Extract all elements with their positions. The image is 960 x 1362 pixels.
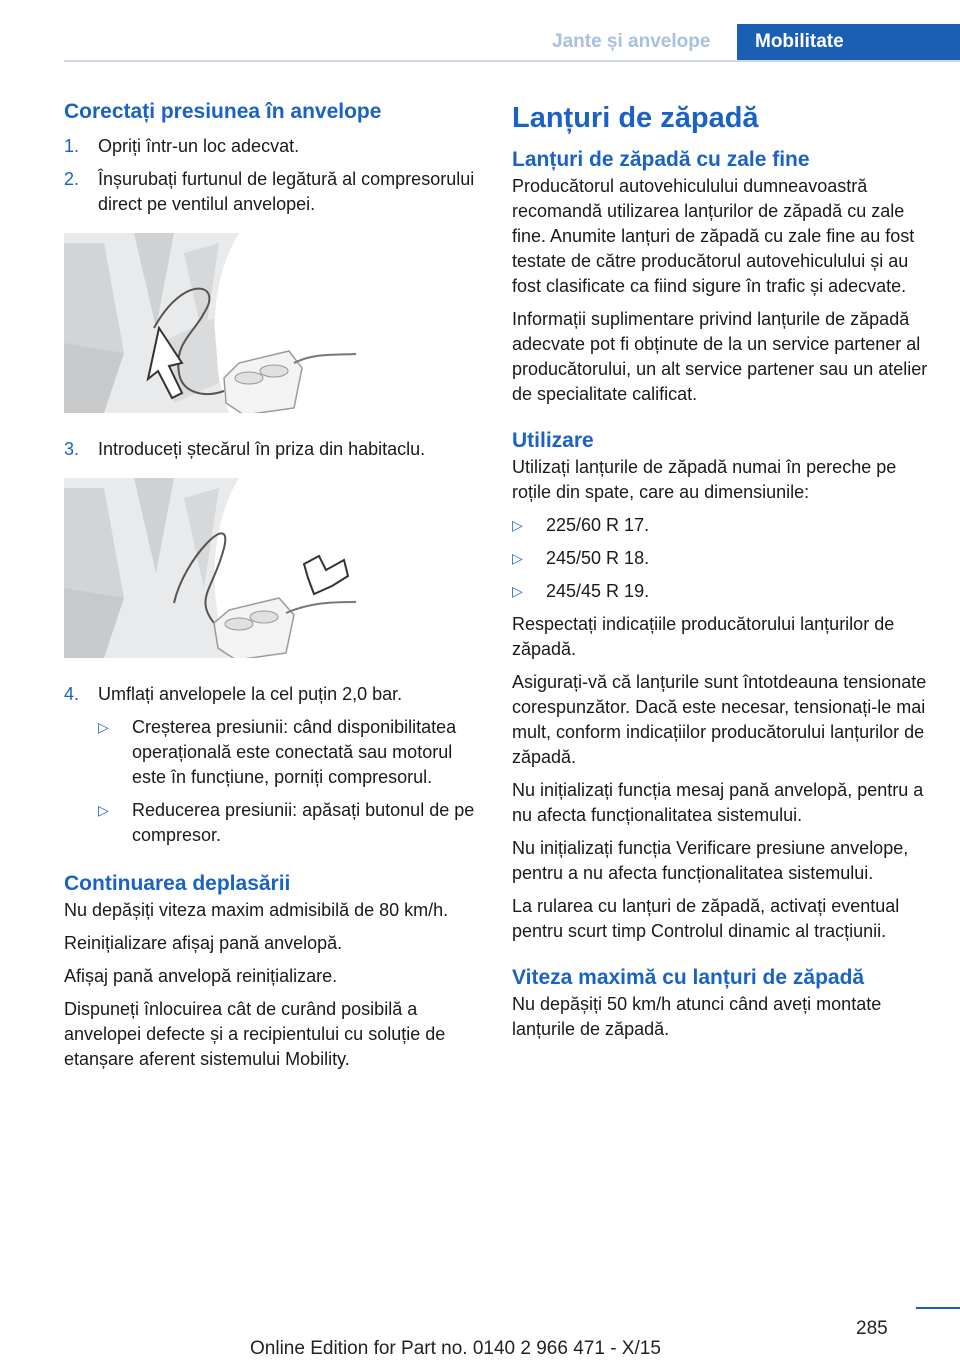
paragraph-use-2: Respectați indicațiile producătorului lanțurilor de zăpadă. <box>512 614 895 659</box>
heading-fine-link-chains: Lanțuri de zăpadă cu zale fine <box>512 148 810 171</box>
paragraph-speed-limit: Nu depășiți viteza maxim admisibilă de 80 km/h. <box>64 900 449 920</box>
paragraph-fine-2: Informații suplimentare privind lanțurile de zăpadă adecvate pot fi obținute de la un service partener al producătorului, un alt service partener sau un atelier de specialitate calificat. <box>512 309 928 404</box>
paragraph-max-speed: Nu depășiți 50 km/h atunci când aveți montate lanțurile de zăpadă. <box>512 994 882 1039</box>
size-item-1: ▷ 225/60 R 17. <box>512 513 932 538</box>
header-divider <box>64 60 960 62</box>
paragraph-fine-1: Producătorul autovehiculului dumneavoastră recomandă utilizarea lanțurilor de zăpadă cu zale fine. Anumite lanțuri de zăpadă cu zale fine au fost testate de către producătorul autovehiculului și au fost clasificate ca fiind sigure în trafic și adecvate. <box>512 176 915 296</box>
paragraph-reset-2: Afișaj pană anvelopă reinițializare. <box>64 966 338 986</box>
step-3-text: Introduceți ștecărul în priza din habitaclu. <box>98 439 426 459</box>
compressor-valve-illustration <box>64 233 360 413</box>
step-4-text: Umflați anvelopele la cel puțin 2,0 bar. <box>98 684 403 704</box>
heading-snow-chains: Lanțuri de zăpadă <box>512 102 759 134</box>
paragraph-use-4: Nu inițializați funcția mesaj pană anvelopă, pentru a nu afecta funcționalitatea sistemului. <box>512 780 924 825</box>
bullet-triangle-icon: ▷ <box>512 550 523 566</box>
size-item-3: ▷ 245/45 R 19. <box>512 579 932 604</box>
step-2-text: Înșurubați furtunul de legătură al compresorului direct pe ventilul anvelopei. <box>98 169 475 214</box>
bullet-triangle-icon: ▷ <box>98 719 109 735</box>
heading-continue-driving: Continuarea deplasării <box>64 872 291 895</box>
step-1: 1. Opriți într-un loc adecvat. <box>64 134 480 159</box>
heading-usage: Utilizare <box>512 429 594 452</box>
step-4-bullet-1: ▷ Creșterea presiunii: când disponibilitatea operațională este conectată sau motorul este în funcțiune, porniți compresorul. <box>98 715 480 790</box>
left-column <box>64 98 480 1080</box>
edition-note: Online Edition for Part no. 0140 2 966 471 - X/15 <box>250 1338 661 1359</box>
header-chapter-tab: Mobilitate <box>737 24 960 62</box>
paragraph-use-5: Nu inițializați funcția Verificare presiune anvelope, pentru a nu afecta funcționalitatea sistemului. <box>512 838 909 883</box>
bullet-triangle-icon: ▷ <box>512 517 523 533</box>
bullet-triangle-icon: ▷ <box>98 802 109 818</box>
paragraph-use-1: Utilizați lanțurile de zăpadă numai în pereche pe roțile din spate, care au dimensiunile: <box>512 457 897 502</box>
bullet-triangle-icon: ▷ <box>512 583 523 599</box>
paragraph-use-3: Asigurați-vă că lanțurile sunt întotdeauna tensionate corespunzător. Dacă este necesar, tensionați-le mai mult, conform indicațiilor producătorului lanțurilor de zăpadă. <box>512 672 927 767</box>
heading-max-speed: Viteza maximă cu lanțuri de zăpadă <box>512 966 865 989</box>
step-4-bullet-2: ▷ Reducerea presiunii: apăsați butonul de pe compresor. <box>98 798 480 848</box>
header-section-tab: Jante și anvelope <box>552 31 711 52</box>
step-3: 3. Introduceți ștecărul în priza din habitaclu. <box>64 437 480 462</box>
heading-tire-pressure: Corectați presiunea în anvelope <box>64 100 382 123</box>
paragraph-use-6: La rularea cu lanțuri de zăpadă, activați eventual pentru scurt timp Controlul dinamic al tracțiunii. <box>512 896 900 941</box>
step-2: 2. Înșurubați furtunul de legătură al compresorului direct pe ventilul anvelopei. <box>64 167 480 217</box>
paragraph-reset-1: Reinițializare afișaj pană anvelopă. <box>64 933 343 953</box>
compressor-socket-illustration <box>64 478 360 658</box>
page-number: 285 <box>856 1318 888 1339</box>
size-item-2: ▷ 245/50 R 18. <box>512 546 932 571</box>
paragraph-replace-tire: Dispuneți înlocuirea cât de curând posibilă a anvelopei defecte și a recipientului cu soluție de etanșare aferent sistemului Mobility. <box>64 999 446 1069</box>
right-column <box>512 98 932 1050</box>
footer-divider <box>916 1307 960 1309</box>
step-4: 4. Umflați anvelopele la cel puțin 2,0 bar. <box>64 682 480 707</box>
step-1-text: Opriți într-un loc adecvat. <box>98 136 300 156</box>
